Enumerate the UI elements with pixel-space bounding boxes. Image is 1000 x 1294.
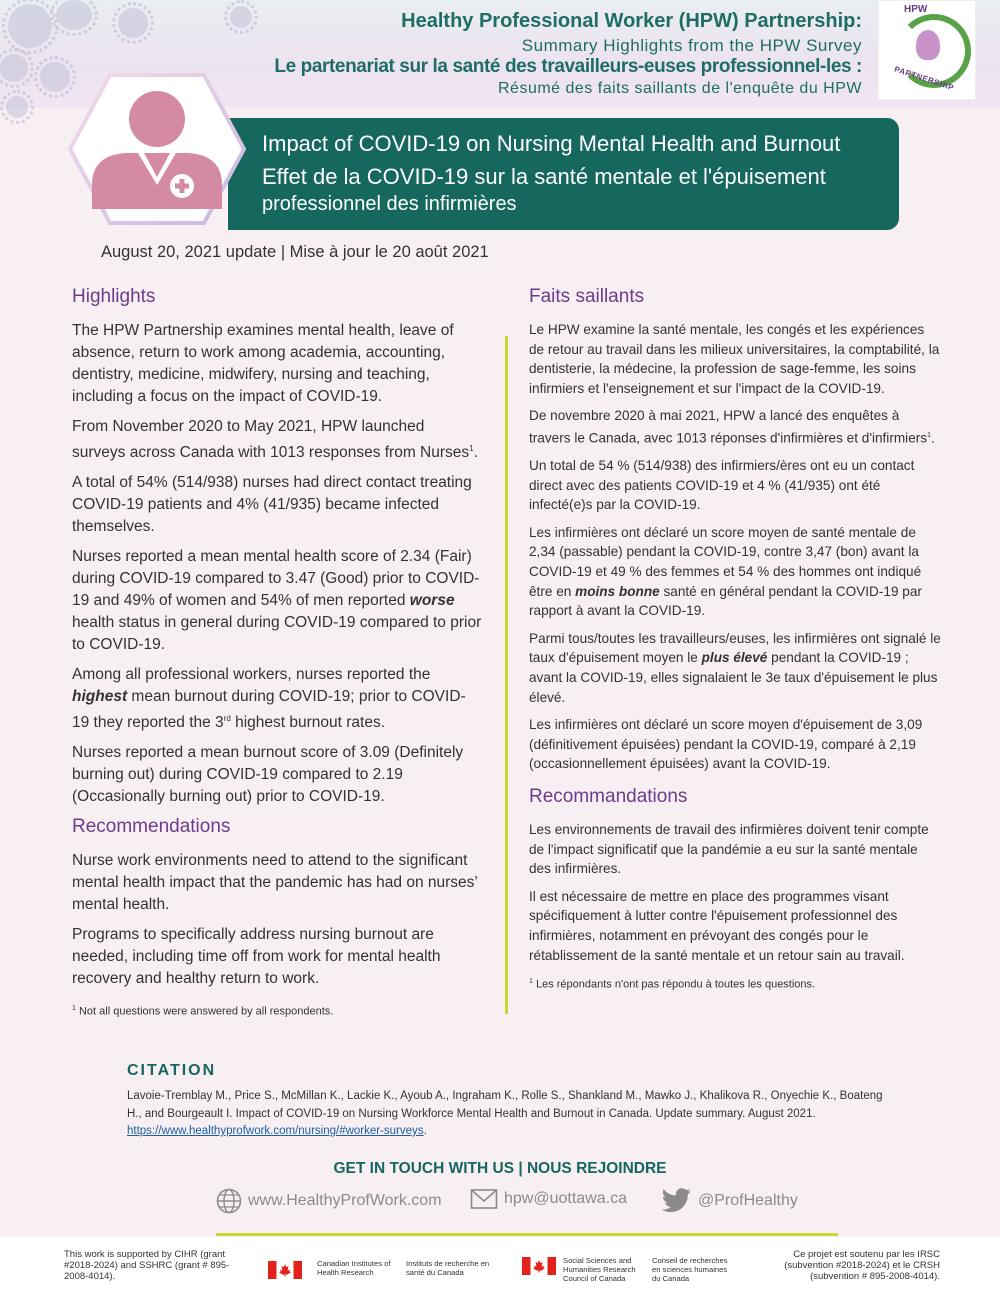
logo-person-icon [916,30,940,60]
recommandations-heading: Recommandations [529,786,688,807]
paragraph: De novembre 2020 à mai 2021, HPW a lancé des enquêtes à travers le Canada, avec 1013 réponses d'infirmières et d'infirmiers$^1$. [529,408,935,446]
footer-funding-fr: Ce projet est soutenu par les IRSC (subvention #2018-2024) et le CRSH (subvention # 895-2008-4014). [784,1249,940,1282]
paragraph: Les infirmières ont déclaré un score moyen d'épuisement de 3,09 (définitivement épuisées) pendant la COVID-19, comparé à 2,19 (occasionnellement épuisées) avant la COVID-19. [529,717,923,772]
citation-link[interactable]: https://www.healthyprofwork.com/nursing/#worker-surveys [127,1125,424,1137]
email-link[interactable]: hpw@uottawa.ca [470,1188,627,1210]
paragraph: Nurses reported a mean mental health score of 2.34 (Fair) during COVID-19 compared to 3.47 (Good) prior to COVID-19 and 49% of women and 54% of men reported worse health status in general during COVID-19 compared to prior to COVID-19. [72,548,482,654]
recommendations-heading: Recommendations [72,816,231,838]
globe-icon [216,1188,242,1214]
cihr-name-en: Canadian Institutes of Health Research [317,1259,391,1277]
paragraph: Un total de 54 % (514/938) des infirmiers/ères ont eu un contact direct avec des patients COVID-19 et 4 % (41/935) ont été infecté(e)s par la COVID-19. [529,458,915,513]
paragraph: Nurse work environments need to attend to the significant mental health impact that the pandemic has had on nurses’ mental health. [72,852,478,914]
paragraph: Parmi tous/toutes les travailleurs/euses, les infirmières ont signalé le taux d'épuisement moyen le plus élevé pendant la COVID-19 ; avant la COVID-19, elles signalaient le 3e taux d'épuisement le plus élevé. [529,630,941,705]
contact-heading: GET IN TOUCH WITH US | NOUS REJOINDRE [333,1160,667,1177]
canada-flag-icon [268,1261,302,1279]
paragraph: Nurses reported a mean burnout score of 3.09 (Definitely burning out) during COVID-19 compared to 2.19 (Occasionally burning out) prior to COVID-19. [72,744,464,806]
header-title-fr: Le partenariat sur la santé des travailleurs-euses professionnel-les : [274,56,862,77]
footnote: $^1$ Les répondants n'ont pas répondu à toutes les questions. [529,978,816,991]
footnote: $^1$ Not all questions were answered by all respondents. [72,1005,334,1018]
paragraph: The HPW Partnership examines mental health, leave of absence, return to work among academia, accounting, dentistry, medicine, midwifery, nursing and teaching, including a focus on the impact of COVID-19. [72,322,454,405]
virus-icon [8,4,52,48]
banner-title-en: Impact of COVID-19 on Nursing Mental Health and Burnout [262,131,841,156]
virus-icon [0,54,28,82]
twitter-icon [662,1188,692,1214]
sshrc-name-fr: Conseil de recherches en sciences humaines du Canada [652,1256,728,1283]
virus-icon [40,62,70,92]
paragraph: Among all professional workers, nurses reported the highest mean burnout during COVID-19; prior to COVID-19 they reported the 3rd highest burnout rates. [72,666,466,732]
paragraph: Le HPW examine la santé mentale, les congés et les expériences de retour au travail dans les milieux universitaires, la comptabilité, la dentisterie, la médecine, la profession de sage-femme, les soins infirmiers et l'enseignement et sur l'impact de la COVID-19. [529,322,940,396]
header-title-en: Healthy Professional Worker (HPW) Partnership: [401,10,862,32]
paragraph: A total of 54% (514/938) nurses had direct contact treating COVID-19 patients and 4% (41/935) became infected themselves. [72,474,472,536]
logo-letters: HPW [904,4,928,15]
virus-icon [6,96,28,118]
header-subtitle-en: Summary Highlights from the HPW Survey [521,36,862,55]
nurse-icon [68,73,246,225]
english-column [72,286,482,1027]
cihr-name-fr: Instituts de recherche en santé du Canada [406,1259,490,1277]
faits-saillants-heading: Faits saillants [529,286,645,307]
highlights-heading: Highlights [72,286,156,307]
update-date: August 20, 2021 update | Mise à jour le 20 août 2021 [101,243,489,261]
paragraph: From November 2020 to May 2021, HPW launched surveys across Canada with 1013 responses from Nurses$^1$. [72,418,478,462]
paragraph: Les environnements de travail des infirmières doivent tenir compte de l'impact significatif que la pandémie a eu sur la santé mentale des infirmières. [529,822,929,877]
banner-title-fr-1: Effet de la COVID-19 sur la santé mentale et l'épuisement [262,164,826,189]
website-link[interactable]: www.HealthyProfWork.com [216,1188,442,1214]
mail-icon [470,1188,498,1210]
citation-text: Lavoie-Tremblay M., Price S., McMillan K., Lackie K., Ayoub A., Ingraham K., Rolle S., Shankland M., Mawko J., Khalikova R., Onyechie K., Boateng H., and Bourgeault I. Impact of COVID-19 on Nursing Workforce Mental Health and Burnout in Canada. Update summary. August 2021. https://www.healthyprofwork.com/nursing/#worker-surveys. [127,1090,883,1137]
logo-text: PARTNERSHIP [893,64,956,93]
paragraph: Les infirmières ont déclaré un score moyen de santé mentale de 2,34 (passable) pendant la COVID-19, contre 3,47 (bon) avant la COVID-19 et 49 % des femmes et 54 % des hommes ont indiqué être en moins bonne santé en général pendant la COVID-19 par rapport à avant la COVID-19. [529,524,922,619]
banner-title-fr-2: professionnel des infirmières [262,193,517,215]
twitter-link[interactable]: @ProfHealthy [662,1188,798,1214]
canada-flag-icon [522,1257,556,1275]
citation-heading: CITATION [127,1062,217,1079]
column-divider [505,336,508,1014]
virus-icon [230,6,252,28]
footer-divider [216,1233,838,1236]
paragraph: Il est nécessaire de mettre en place des programmes visant spécifiquement à lutter contre l'épuisement professionnel des infirmières, notamment en prévoyant des congés pour le rétablissement de la santé mentale et un retour sain au travail. [529,888,905,963]
paragraph: Programs to specifically address nursing burnout are needed, including time off from work for mental health recovery and healthy return to work. [72,926,441,988]
virus-icon [56,0,92,30]
french-column [529,286,941,1000]
sshrc-name-en: Social Sciences and Humanities Research Council of Canada [563,1256,636,1283]
header-subtitle-fr: Résumé des faits saillants de l'enquête du HPW [497,80,862,97]
virus-icon [118,8,148,38]
footer-funding-en: This work is supported by CIHR (grant #2018-2024) and SSHRC (grant # 895-2008-4014). [64,1249,230,1282]
